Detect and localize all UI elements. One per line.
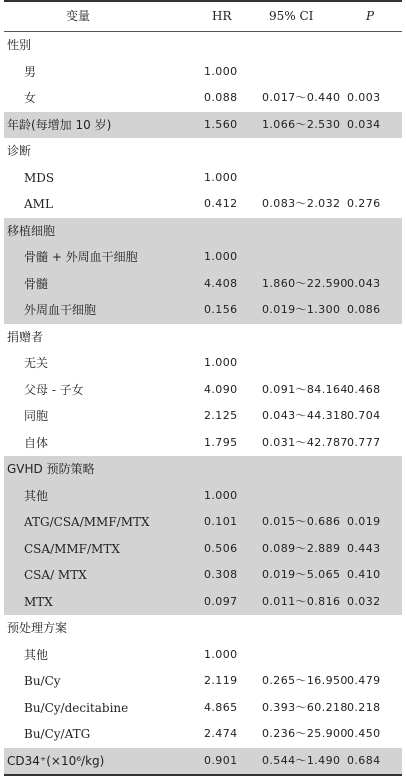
hr-cell: 2.119 [204,674,238,687]
table-row [4,271,402,298]
table-row-category [4,138,402,165]
ci-cell: 0.043～44.318 [262,409,348,422]
ci-cell [262,642,342,669]
hr-cell: 4.865 [204,700,238,714]
table-row [4,668,402,695]
variable-cell: CSA/ MTX [24,568,87,582]
p-value-cell: 0.032 [347,594,381,608]
hr-cell [204,456,248,483]
p-value-cell [347,350,389,377]
hr-cell [204,138,248,165]
header-variable: 变量 [66,9,91,23]
hr-cell: 0.097 [204,594,238,608]
p-value-cell [347,32,389,59]
table-row-category [4,748,402,775]
variable-cell: 预处理方案 [7,621,68,635]
variable-cell: ATG/CSA/MMF/MTX [24,515,150,529]
p-value-cell [347,138,389,165]
hr-cell: 2.474 [204,727,238,740]
hr-cell: 1.000 [204,647,238,661]
table-row [4,642,402,669]
table-row [4,191,402,218]
header-hr: HR [212,9,232,23]
p-value-cell [347,615,389,642]
table-row [4,536,402,563]
variable-cell: MTX [24,594,53,609]
ci-cell: 0.031～42.787 [262,435,348,449]
table-row-category [4,112,402,139]
ci-cell: 0.019～1.300 [262,303,341,316]
hr-cell: 1.000 [204,488,238,502]
hr-cell: 4.408 [204,276,238,290]
ci-cell: 0.544～1.490 [262,753,341,767]
ci-cell: 0.236～25.900 [262,727,348,740]
p-value-cell: 0.704 [347,409,381,422]
hr-cell: 0.412 [204,197,238,210]
variable-cell: 同胞 [24,409,49,423]
ci-cell [262,218,342,245]
ci-cell [262,483,342,510]
p-value-cell [347,165,389,192]
p-value-cell: 0.276 [347,197,381,210]
ci-cell: 0.091～84.164 [262,382,348,396]
table-row [4,430,402,457]
ci-cell [262,244,342,271]
variable-cell: 自体 [24,435,49,450]
table-row [4,59,402,86]
variable-cell: 捐赠者 [7,329,44,344]
hr-cell: 1.795 [204,435,238,449]
table-row [4,721,402,748]
variable-cell: 其他 [24,488,49,503]
p-value-cell [347,483,389,510]
table-row [4,165,402,192]
p-value-cell [347,218,389,245]
ci-cell [262,615,342,642]
p-value-cell: 0.777 [347,435,381,449]
p-value-cell: 0.410 [347,568,381,581]
ci-cell: 0.393～60.218 [262,700,348,714]
table-row-category [4,324,402,351]
table-row [4,403,402,430]
ci-cell [262,165,342,192]
header-ci: 95% CI [269,9,314,23]
ci-cell [262,350,342,377]
table-row [4,350,402,377]
ci-cell [262,324,342,351]
table-row-category [4,456,402,483]
variable-cell: 无关 [24,356,49,370]
hr-cell [204,32,248,59]
table-row [4,85,402,112]
hr-cell: 0.156 [204,303,238,316]
variable-cell: 其他 [24,647,49,662]
table-body [4,32,402,774]
variable-cell: 父母 - 子女 [24,382,84,397]
variable-cell: 外周血干细胞 [24,303,97,317]
ci-cell [262,138,342,165]
hr-cell: 1.560 [204,117,238,131]
ci-cell: 0.089～2.889 [262,541,341,555]
variable-cell: 骨髓 [24,276,49,291]
hr-cell: 0.101 [204,515,238,528]
ci-cell: 1.860～22.590 [262,276,348,290]
p-value-cell: 0.034 [347,117,381,131]
p-value-cell: 0.443 [347,541,381,555]
variable-cell: Bu/Cy [24,674,61,688]
p-value-cell: 0.019 [347,515,381,528]
p-value-cell [347,244,389,271]
p-value-cell: 0.003 [347,91,381,104]
hr-cell [204,218,248,245]
ci-cell [262,32,342,59]
variable-cell: 骨髓 + 外周血干细胞 [24,250,138,264]
ci-cell: 0.265～16.950 [262,674,348,687]
ci-cell: 0.083～2.032 [262,197,341,210]
table-row [4,562,402,589]
variable-cell: MDS [24,170,55,185]
hr-cell: 0.506 [204,541,238,555]
table-row [4,695,402,722]
variable-cell: 诊断 [7,144,32,158]
variable-cell: CD34⁺(×10⁶/kg) [7,753,105,768]
variable-cell: Bu/Cy/ATG [24,727,91,741]
p-value-cell [347,59,389,86]
p-value-cell [347,456,389,483]
hr-cell [204,615,248,642]
ci-cell [262,456,342,483]
variable-cell: 男 [24,64,37,79]
p-value-cell [347,324,389,351]
table-row-category [4,218,402,245]
table-header-row [4,2,402,31]
table-row [4,244,402,271]
table-row [4,509,402,536]
hr-cell: 1.000 [204,170,238,184]
table-row [4,589,402,616]
p-value-cell: 0.479 [347,674,381,687]
variable-cell: 年龄(每增加 10 岁) [7,117,112,132]
hr-cell: 4.090 [204,382,238,396]
hr-cell: 0.901 [204,753,238,767]
table-row [4,377,402,404]
variable-cell: GVHD 预防策略 [7,462,95,476]
hr-cell: 1.000 [204,250,238,263]
regression-table [4,0,402,776]
hr-cell: 1.000 [204,64,238,78]
variable-cell: CSA/MMF/MTX [24,541,120,556]
p-value-cell: 0.684 [347,753,381,767]
ci-cell [262,59,342,86]
variable-cell: 移植细胞 [7,223,56,238]
variable-cell: Bu/Cy/decitabine [24,700,129,715]
p-value-cell [347,642,389,669]
hr-cell: 2.125 [204,409,238,422]
table-bottom-rule [4,774,402,776]
header-p: P [366,9,375,23]
p-value-cell: 0.086 [347,303,381,316]
variable-cell: 性别 [7,38,32,52]
table-row [4,483,402,510]
hr-cell: 0.088 [204,91,238,104]
ci-cell: 0.019～5.065 [262,568,341,581]
table-row-category [4,615,402,642]
hr-cell [204,324,248,351]
variable-cell: 女 [24,91,37,105]
ci-cell: 1.066～2.530 [262,117,341,131]
p-value-cell: 0.218 [347,700,381,714]
ci-cell: 0.011～0.816 [262,594,341,608]
table-row-category [4,32,402,59]
p-value-cell: 0.043 [347,276,381,290]
hr-cell: 0.308 [204,568,238,581]
ci-cell: 0.017～0.440 [262,91,341,104]
p-value-cell: 0.468 [347,382,381,396]
p-value-cell: 0.450 [347,727,381,740]
ci-cell: 0.015～0.686 [262,515,341,528]
hr-cell: 1.000 [204,356,238,369]
table-row [4,297,402,324]
variable-cell: AML [24,197,53,211]
